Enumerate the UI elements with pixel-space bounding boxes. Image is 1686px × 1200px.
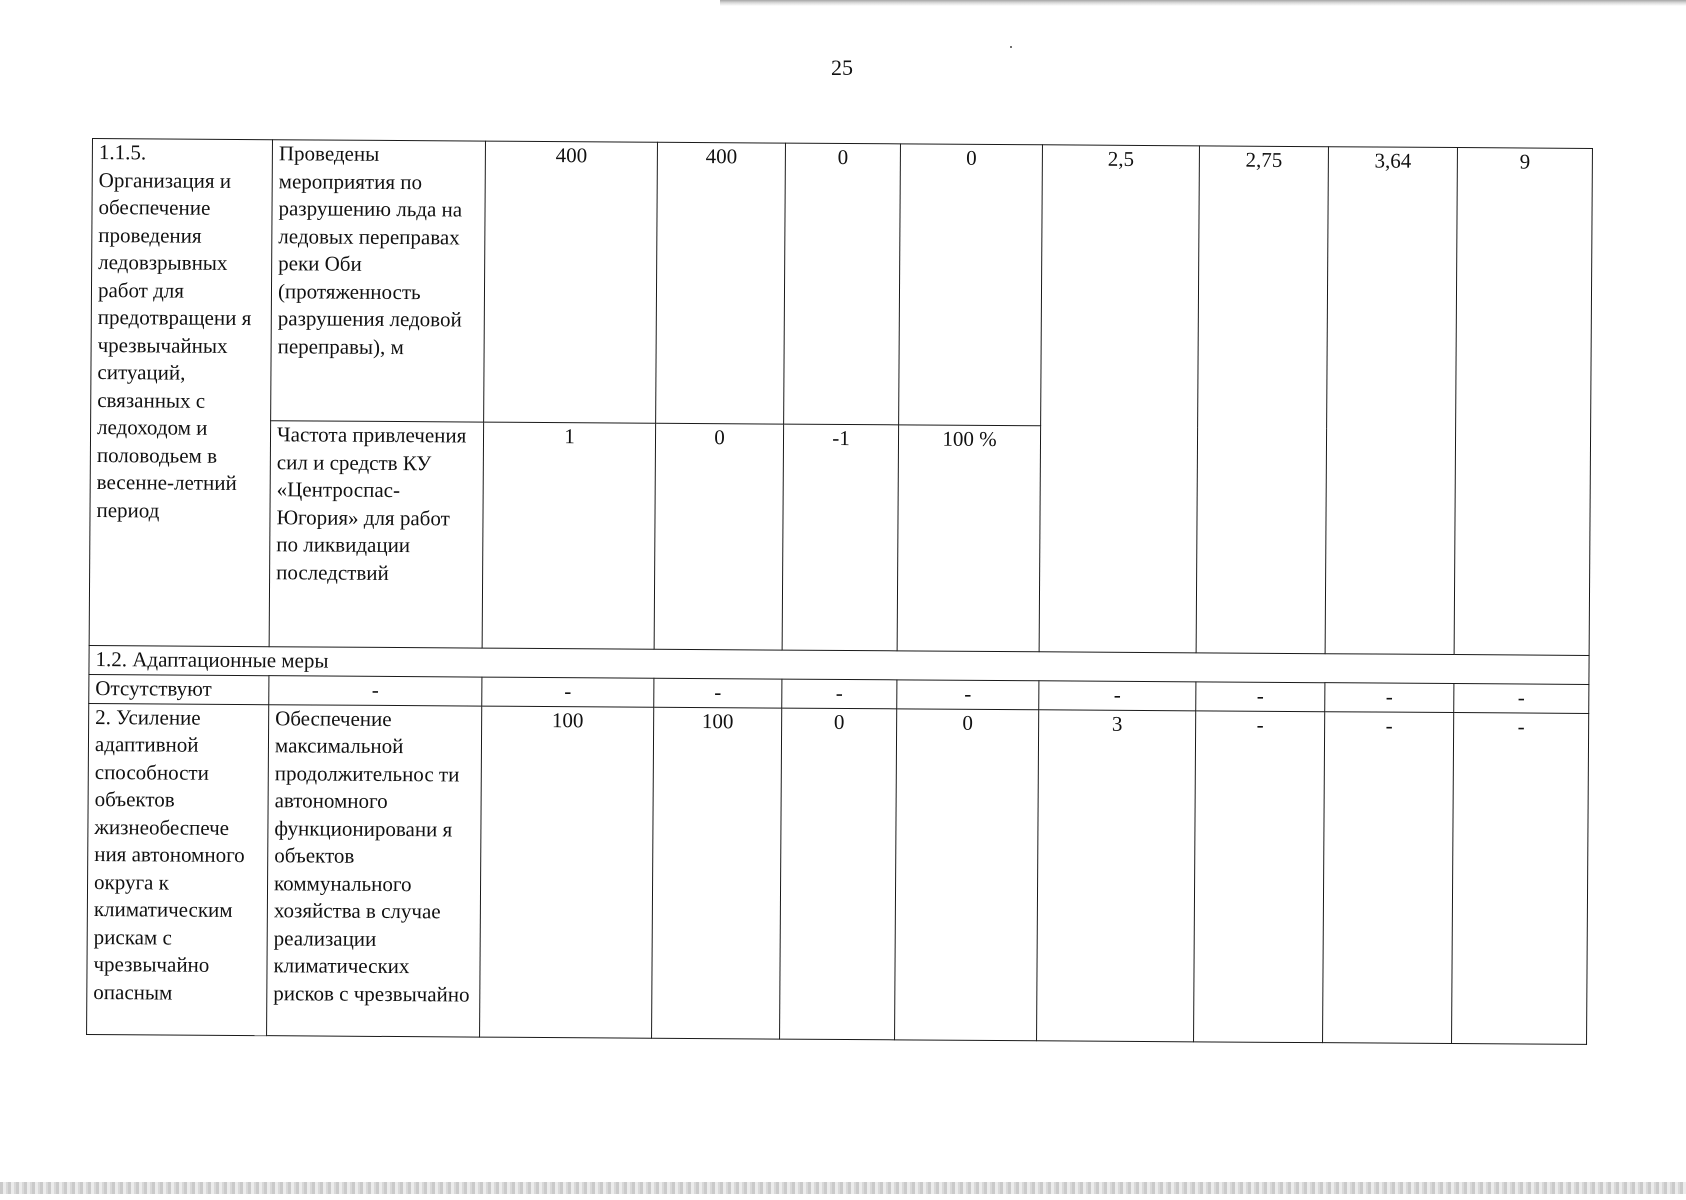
page-number: 25	[831, 55, 853, 80]
value-cell: 2,75	[1196, 146, 1328, 654]
value-cell: 100	[652, 707, 782, 1039]
value-cell: 0	[654, 423, 783, 650]
value-cell: -1	[782, 424, 898, 651]
dash-cell: -	[1194, 710, 1325, 1042]
dash-cell: -	[1454, 683, 1589, 713]
value-cell: 0	[780, 708, 897, 1040]
indicator-ice-destruction-cell: Проведены мероприятия по разрушению льда на ледовых переправах реки Оби (протяженность разрушения ледовой переправы), м	[271, 140, 486, 422]
measures-table	[86, 138, 1593, 1044]
value-cell: 0	[784, 143, 901, 425]
dash-cell: -	[654, 678, 782, 708]
dash-cell: -	[1325, 682, 1454, 712]
dash-cell: -	[782, 679, 897, 709]
dash-cell: -	[482, 677, 654, 707]
dash-cell: -	[1452, 712, 1589, 1044]
value-cell: 100	[480, 706, 654, 1038]
dash-cell: -	[269, 675, 482, 705]
dash-cell: -	[1039, 680, 1196, 710]
document-table-container	[86, 138, 1592, 1044]
measure-1-1-5-cell: 1.1.5. Организация и обеспечение проведения ледовзрывных работ для предотвращени я чрезвычайных ситуаций, связанных с ледоходом и половодьем в весенне-летний период	[89, 139, 272, 647]
value-cell: 400	[656, 142, 786, 424]
table-row	[87, 703, 1589, 1044]
dash-cell: -	[1196, 681, 1325, 711]
value-cell: 2,5	[1039, 145, 1199, 653]
value-cell: 400	[484, 141, 658, 423]
measure-absent-cell: Отсутствуют	[89, 674, 269, 704]
dash-cell: -	[897, 679, 1039, 709]
value-cell: 3,64	[1325, 147, 1457, 655]
dash-cell: -	[1323, 711, 1454, 1043]
value-cell: 1	[482, 422, 655, 649]
value-cell: 9	[1454, 148, 1592, 656]
section-title-adaptation-measures: 1.2. Адаптационные меры	[89, 645, 1589, 683]
value-cell: 3	[1037, 709, 1196, 1041]
value-cell: 0	[899, 144, 1043, 426]
scan-edge-bottom	[0, 1182, 1686, 1194]
measure-2-cell: 2. Усиление адаптивной способности объектов жизнеобеспече ния автономного округа к климатическим рискам с чрезвычайно опасным	[87, 703, 269, 1035]
scan-edge-top	[720, 0, 1686, 6]
value-cell: 0	[895, 708, 1039, 1040]
scan-speck	[1010, 46, 1012, 48]
indicator-autonomous-operation-cell: Обеспечение максимальной продолжительнос ти автономного функционировани я объектов коммунального хозяйства в случае реализации климатических рисков с чрезвычайно	[267, 704, 482, 1036]
value-cell: 100 %	[897, 425, 1040, 652]
table-row	[91, 139, 1593, 430]
indicator-rescue-frequency-cell: Частота привлечения сил и средств КУ «Центроспас-Югория» для работ по ликвидации последствий	[269, 421, 483, 648]
